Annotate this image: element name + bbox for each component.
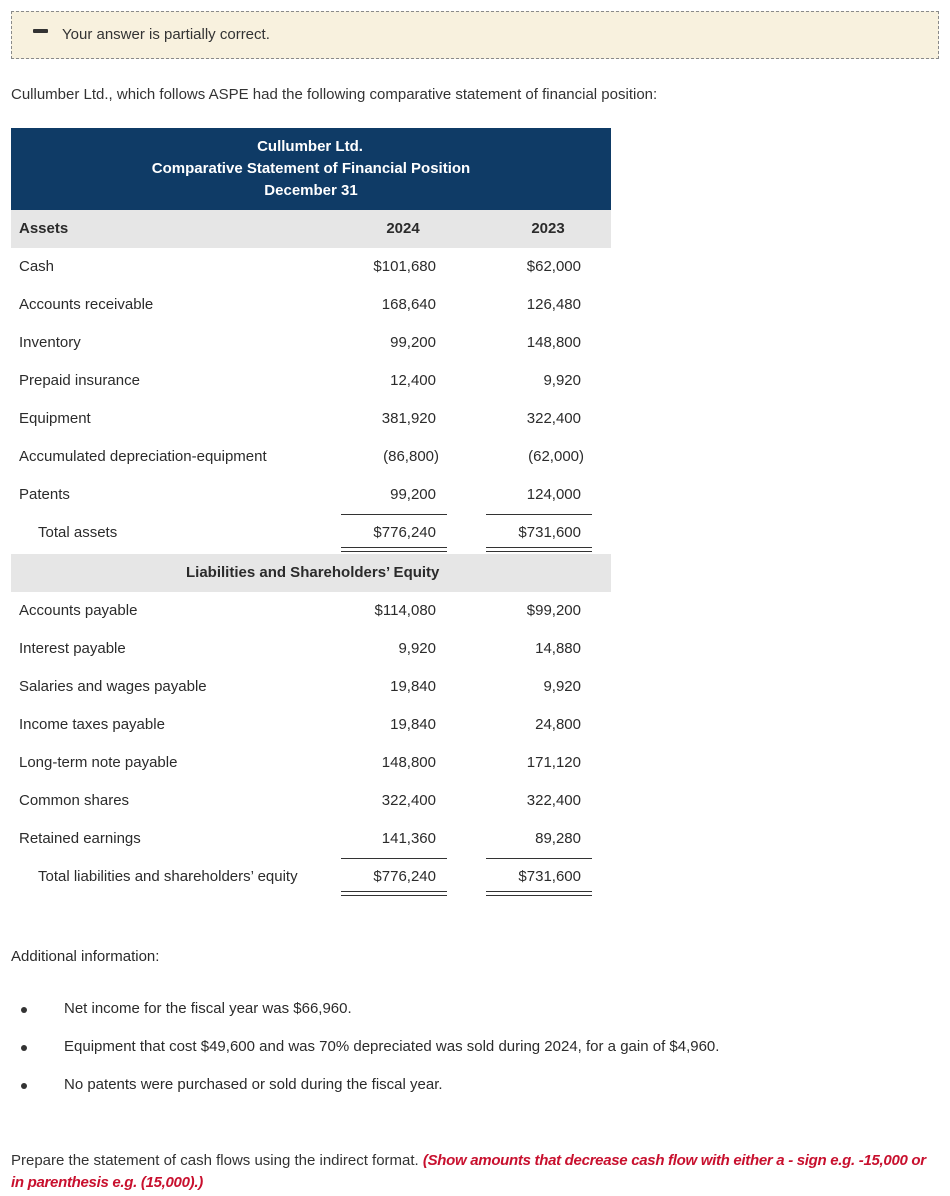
value-2023: 171,120 [526, 754, 581, 771]
value-2023: $731,600 [518, 524, 581, 541]
underline [341, 858, 447, 859]
row-label: Salaries and wages payable [19, 678, 207, 695]
feedback-text: Your answer is partially correct. [62, 26, 270, 43]
row-label: Prepaid insurance [19, 372, 140, 389]
financial-position-table [11, 128, 611, 898]
row-label: Interest payable [19, 640, 126, 657]
underline [486, 858, 592, 859]
table-row [11, 706, 611, 744]
value-2024: $114,080 [374, 602, 436, 619]
value-2024: $101,680 [373, 258, 436, 275]
row-label: Total assets [38, 524, 118, 541]
list-item-text: Net income for the fiscal year was $66,960. [64, 1000, 352, 1017]
list-item-text: Equipment that cost $49,600 and was 70% depreciated was sold during 2024, for a gain of $4,960. [64, 1038, 720, 1055]
list-item-text: No patents were purchased or sold during the fiscal year. [64, 1076, 443, 1093]
value-2023: 148,800 [526, 334, 581, 351]
feedback-banner [11, 11, 939, 59]
list-item [0, 1036, 950, 1074]
row-label: Long-term note payable [19, 754, 178, 771]
value-2024: 99,200 [390, 486, 436, 503]
liabilities-header: Liabilities and Shareholders’ Equity [186, 564, 440, 581]
value-2023: 89,280 [535, 830, 581, 847]
instructions [11, 1150, 941, 1194]
table-row [11, 248, 611, 286]
table-row [11, 744, 611, 782]
value-2024: 381,920 [381, 410, 436, 427]
bullet-icon [21, 1083, 27, 1089]
instructions-note: (Show amounts that decrease cash flow with either a - sign e.g. -15,000 or in parenthesis e.g. (15,000).) [11, 1152, 926, 1191]
table-row [11, 400, 611, 438]
additional-info-title: Additional information: [11, 948, 160, 965]
value-2024: 322,400 [381, 792, 436, 809]
row-label: Patents [19, 486, 70, 503]
liabilities-header-row [11, 554, 611, 592]
value-2023: 9,920 [543, 372, 581, 389]
total-assets-row [11, 514, 611, 554]
value-2024: $776,240 [373, 524, 436, 541]
value-2023: 322,400 [526, 410, 581, 427]
row-label: Income taxes payable [19, 716, 165, 733]
row-label: Cash [19, 258, 55, 275]
value-2024: $776,240 [373, 868, 436, 885]
value-2023: $99,200 [526, 602, 581, 619]
list-item [0, 1074, 950, 1112]
double-underline [486, 891, 592, 896]
value-2023: $62,000 [526, 258, 581, 275]
value-2023: 14,880 [535, 640, 581, 657]
row-label: Retained earnings [19, 830, 141, 847]
partial-correct-icon [33, 29, 48, 33]
value-2024: 168,640 [381, 296, 436, 313]
table-row [11, 782, 611, 820]
table-row [11, 324, 611, 362]
table-header [11, 128, 611, 210]
value-2023: 126,480 [526, 296, 581, 313]
underline [341, 514, 447, 515]
double-underline [486, 547, 592, 552]
statement-title: Comparative Statement of Financial Position [151, 160, 471, 177]
total-liabilities-row [11, 858, 611, 898]
table-row [11, 668, 611, 706]
value-2023: 322,400 [526, 792, 581, 809]
row-label: Equipment [19, 410, 91, 427]
row-label: Common shares [19, 792, 130, 809]
table-row [11, 286, 611, 324]
value-2023: (62,000) [528, 448, 584, 465]
table-row [11, 592, 611, 630]
row-label: Total liabilities and shareholders’ equity [38, 868, 298, 885]
company-name: Cullumber Ltd. [257, 138, 363, 155]
year-2024-header: 2024 [386, 220, 420, 237]
underline [486, 514, 592, 515]
value-2024: 12,400 [390, 372, 436, 389]
table-row [11, 438, 611, 476]
table-row [11, 630, 611, 668]
row-label: Accounts receivable [19, 296, 154, 313]
value-2024: 9,920 [398, 640, 436, 657]
value-2024: (86,800) [383, 448, 439, 465]
value-2024: 19,840 [390, 716, 436, 733]
value-2024: 141,360 [381, 830, 436, 847]
value-2023: 9,920 [543, 678, 581, 695]
additional-info-list [0, 998, 950, 1112]
value-2023: 24,800 [535, 716, 581, 733]
statement-date: December 31 [264, 182, 358, 199]
row-label: Accumulated depreciation-equipment [19, 448, 267, 465]
value-2024: 148,800 [381, 754, 436, 771]
table-row [11, 476, 611, 514]
intro-text: Cullumber Ltd., which follows ASPE had the following comparative statement of financial position: [11, 86, 658, 103]
row-label: Accounts payable [19, 602, 138, 619]
double-underline [341, 891, 447, 896]
bullet-icon [21, 1007, 27, 1013]
bullet-icon [21, 1045, 27, 1051]
year-2023-header: 2023 [531, 220, 565, 237]
value-2024: 99,200 [390, 334, 436, 351]
assets-header-row [11, 210, 611, 248]
double-underline [341, 547, 447, 552]
value-2023: $731,600 [518, 868, 581, 885]
table-row [11, 362, 611, 400]
instructions-main: Prepare the statement of cash flows using the indirect format. [11, 1152, 423, 1169]
table-row [11, 820, 611, 858]
row-label: Inventory [19, 334, 81, 351]
value-2024: 19,840 [390, 678, 436, 695]
assets-header: Assets [19, 220, 69, 237]
value-2023: 124,000 [526, 486, 581, 503]
list-item [0, 998, 950, 1036]
